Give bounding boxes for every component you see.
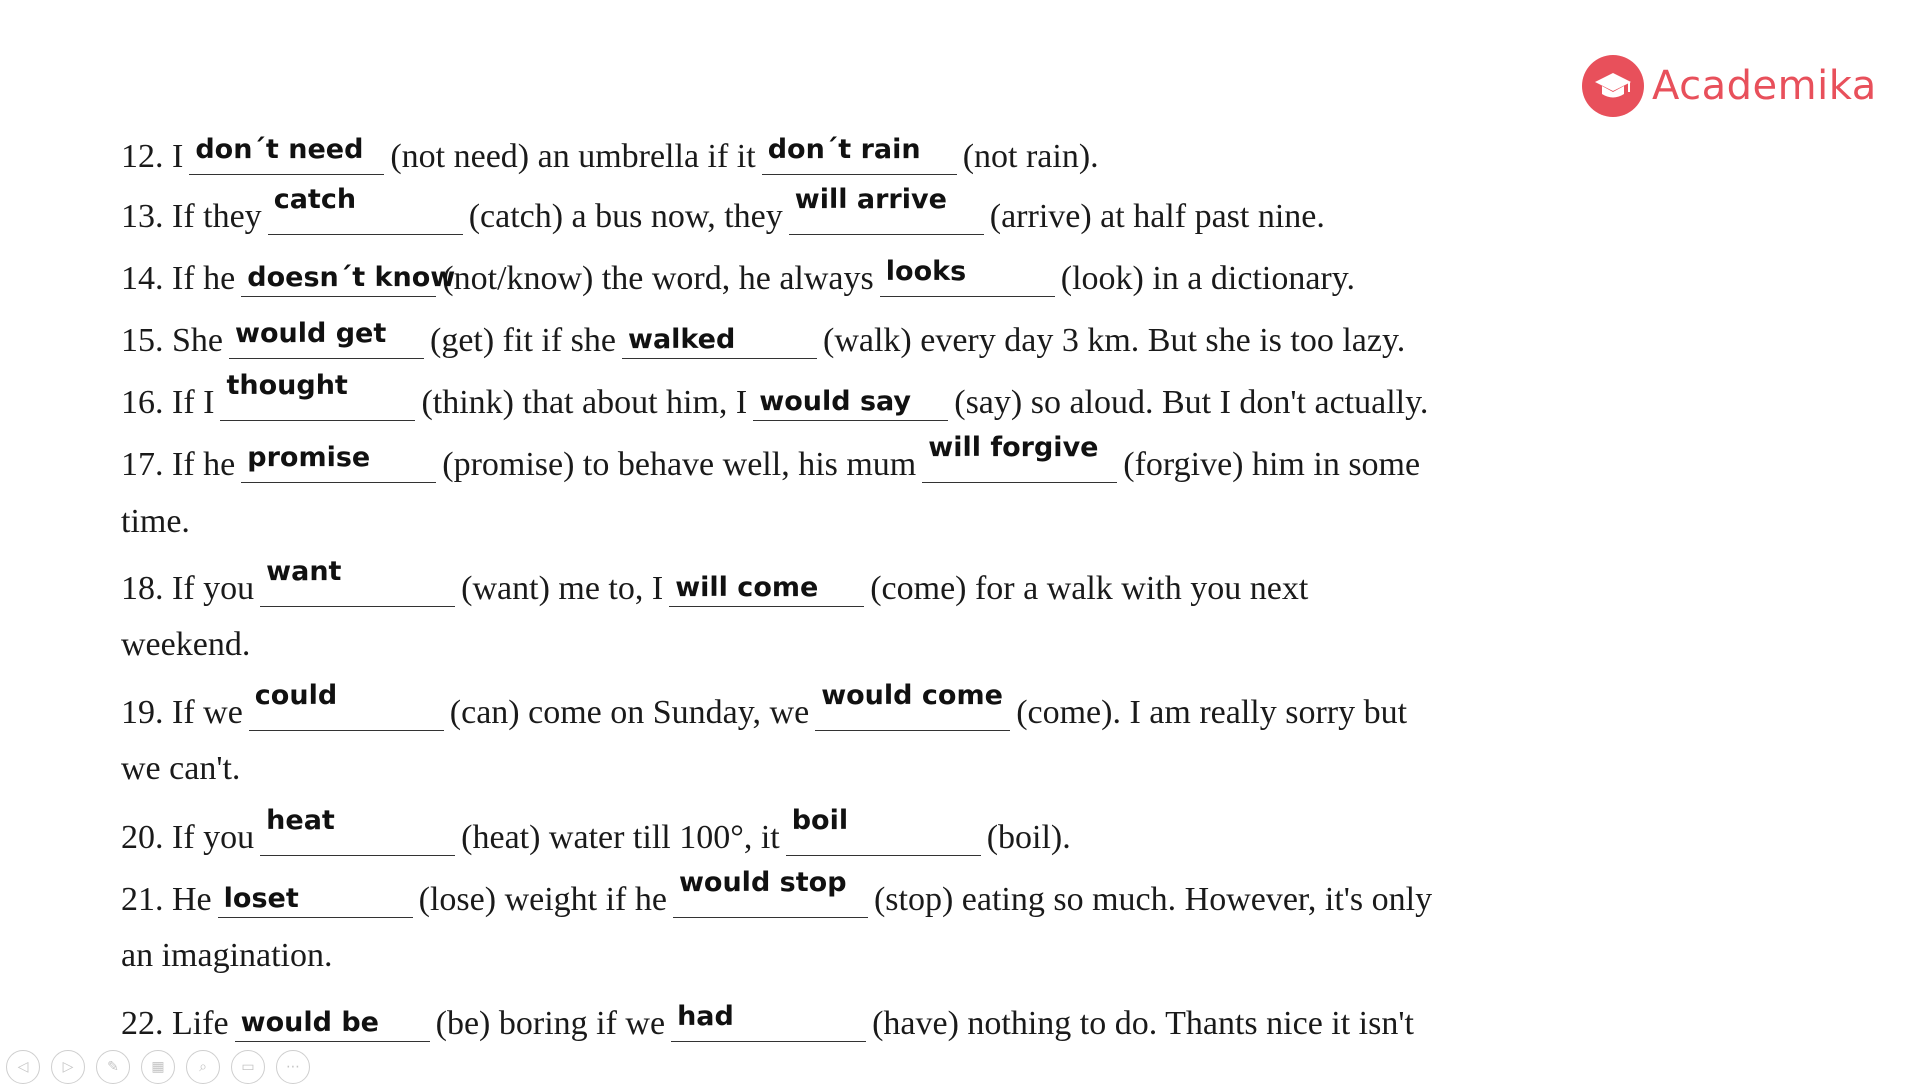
exercise-text: (have) nothing to do. Thants nice it isn't [872, 1005, 1414, 1042]
screen-icon: ▭ [241, 1059, 255, 1075]
exercise-text: 12. I [121, 138, 184, 175]
slideshow-toolbar [6, 1050, 310, 1084]
zoom-button[interactable] [186, 1050, 220, 1084]
magnifier-icon: ⌕ [199, 1059, 207, 1075]
answer-text: boil [791, 805, 849, 836]
exercise-text: (heat) water till 100°, it [461, 819, 780, 856]
exercise-text: (walk) every day 3 km. But she is too lazy. [823, 322, 1406, 359]
answer-text: could [254, 680, 338, 711]
exercise-text: an imagination. [121, 937, 333, 974]
exercise-text: (boil). [986, 819, 1071, 856]
exercise-line [121, 184, 1325, 235]
answer-blank [673, 867, 868, 918]
exercise-line [121, 134, 1099, 175]
answer-text: looks [885, 256, 967, 287]
exercise-text: (want) me to, I [461, 570, 664, 607]
exercise-text: (not/know) the word, he always [442, 260, 874, 297]
exercise-text: time. [121, 503, 190, 540]
answer-text: will arrive [794, 184, 947, 215]
answer-blank [815, 680, 1010, 731]
previous-slide-button[interactable] [6, 1050, 40, 1084]
answer-text: loset [223, 883, 299, 914]
answer-text: promise [247, 442, 371, 473]
exercise-line [121, 432, 1421, 483]
answer-blank [260, 556, 455, 607]
exercise-text: (catch) a bus now, they [468, 198, 783, 235]
answer-text: walked [628, 324, 736, 355]
answer-text: would be [240, 1007, 379, 1038]
answer-blank [241, 256, 456, 297]
answer-text: will forgive [928, 432, 1099, 463]
answer-text: thought [226, 370, 348, 401]
answer-blank [220, 370, 415, 421]
exercise-text: (promise) to behave well, his mum [442, 446, 917, 483]
subtitles-button[interactable] [231, 1050, 265, 1084]
exercise-text: 18. If you [121, 570, 255, 607]
exercise-line [121, 805, 1071, 856]
brand-name: Academika [1652, 63, 1877, 109]
answer-text: would come [821, 680, 1003, 711]
answer-text: would say [759, 386, 912, 417]
answer-blank [789, 184, 984, 235]
answer-text: don´t rain [767, 134, 921, 165]
exercise-line [121, 256, 1355, 297]
exercise-text: (arrive) at half past nine. [989, 198, 1325, 235]
answer-blank [880, 256, 1055, 297]
exercise-text: (not rain). [962, 138, 1099, 175]
answer-blank [671, 1001, 866, 1042]
exercise-text: (look) in a dictionary. [1060, 260, 1356, 297]
answer-blank [786, 805, 981, 856]
answer-blank [622, 318, 817, 359]
exercise-text: (stop) eating so much. However, it's only [873, 881, 1433, 918]
exercise-line [121, 939, 333, 973]
pen-button[interactable] [96, 1050, 130, 1084]
exercise-text: 13. If they [121, 198, 262, 235]
exercise-text: (lose) weight if he [418, 881, 667, 918]
answer-blank [260, 805, 455, 856]
exercise-text: 17. If he [121, 446, 236, 483]
exercise-line [121, 628, 250, 662]
answer-text: want [266, 556, 342, 587]
answer-blank [669, 566, 864, 607]
exercise-line [121, 752, 240, 786]
exercise-text: (come) for a walk with you next [870, 570, 1309, 607]
answer-blank [241, 442, 436, 483]
answer-blank [922, 432, 1117, 483]
answer-text: would get [235, 318, 387, 349]
answer-text: catch [273, 184, 357, 215]
answer-blank [229, 318, 424, 359]
answer-blank [218, 877, 413, 918]
answer-text: doesn´t know [247, 262, 456, 293]
exercise-text: (not need) an umbrella if it [390, 138, 756, 175]
answer-blank [268, 184, 463, 235]
answer-blank [235, 1001, 430, 1042]
pen-icon: ✎ [107, 1059, 119, 1075]
exercise-text: 20. If you [121, 819, 255, 856]
academika-logo [1582, 54, 1877, 118]
exercise-text: 21. He [121, 881, 212, 918]
answer-blank [762, 134, 957, 175]
exercise-line [121, 370, 1429, 421]
exercise-text: (think) that about him, I [421, 384, 748, 421]
slides-grid-button[interactable] [141, 1050, 175, 1084]
arrow-left-icon: ◁ [17, 1059, 29, 1075]
answer-text: will come [675, 572, 819, 603]
answer-text: would stop [678, 867, 847, 898]
exercise-text: (get) fit if she [430, 322, 616, 359]
exercise-text: we can't. [121, 750, 241, 787]
grid-icon: ▦ [151, 1059, 165, 1075]
exercise-text: (say) so aloud. But I don't actually. [954, 384, 1429, 421]
exercise-line [121, 505, 190, 539]
exercise-line [121, 318, 1405, 359]
exercise-text: 16. If I [121, 384, 215, 421]
exercise-text: 19. If we [121, 694, 243, 731]
next-slide-button[interactable] [51, 1050, 85, 1084]
exercise-text: (can) come on Sunday, we [449, 694, 810, 731]
exercise-line [121, 867, 1433, 918]
exercise-line [121, 556, 1309, 607]
exercise-text: 14. If he [121, 260, 236, 297]
answer-blank [753, 380, 948, 421]
more-options-button[interactable] [276, 1050, 310, 1084]
exercise-text: 22. Life [121, 1005, 229, 1042]
exercise-line [121, 1001, 1414, 1042]
exercise-text: (forgive) him in some [1123, 446, 1421, 483]
exercise-text: (be) boring if we [435, 1005, 666, 1042]
answer-text: don´t need [195, 134, 364, 165]
exercise-line [121, 680, 1408, 731]
graduation-cap-icon [1582, 55, 1644, 117]
answer-blank [189, 134, 384, 175]
exercise-text: (come). I am really sorry but [1016, 694, 1408, 731]
answer-text: heat [266, 805, 335, 836]
answer-blank [249, 680, 444, 731]
exercise-text: 15. She [121, 322, 223, 359]
answer-text: had [677, 1001, 734, 1032]
more-icon: ⋯ [286, 1059, 300, 1075]
exercise-text: weekend. [121, 626, 251, 663]
arrow-right-icon: ▷ [62, 1059, 74, 1075]
